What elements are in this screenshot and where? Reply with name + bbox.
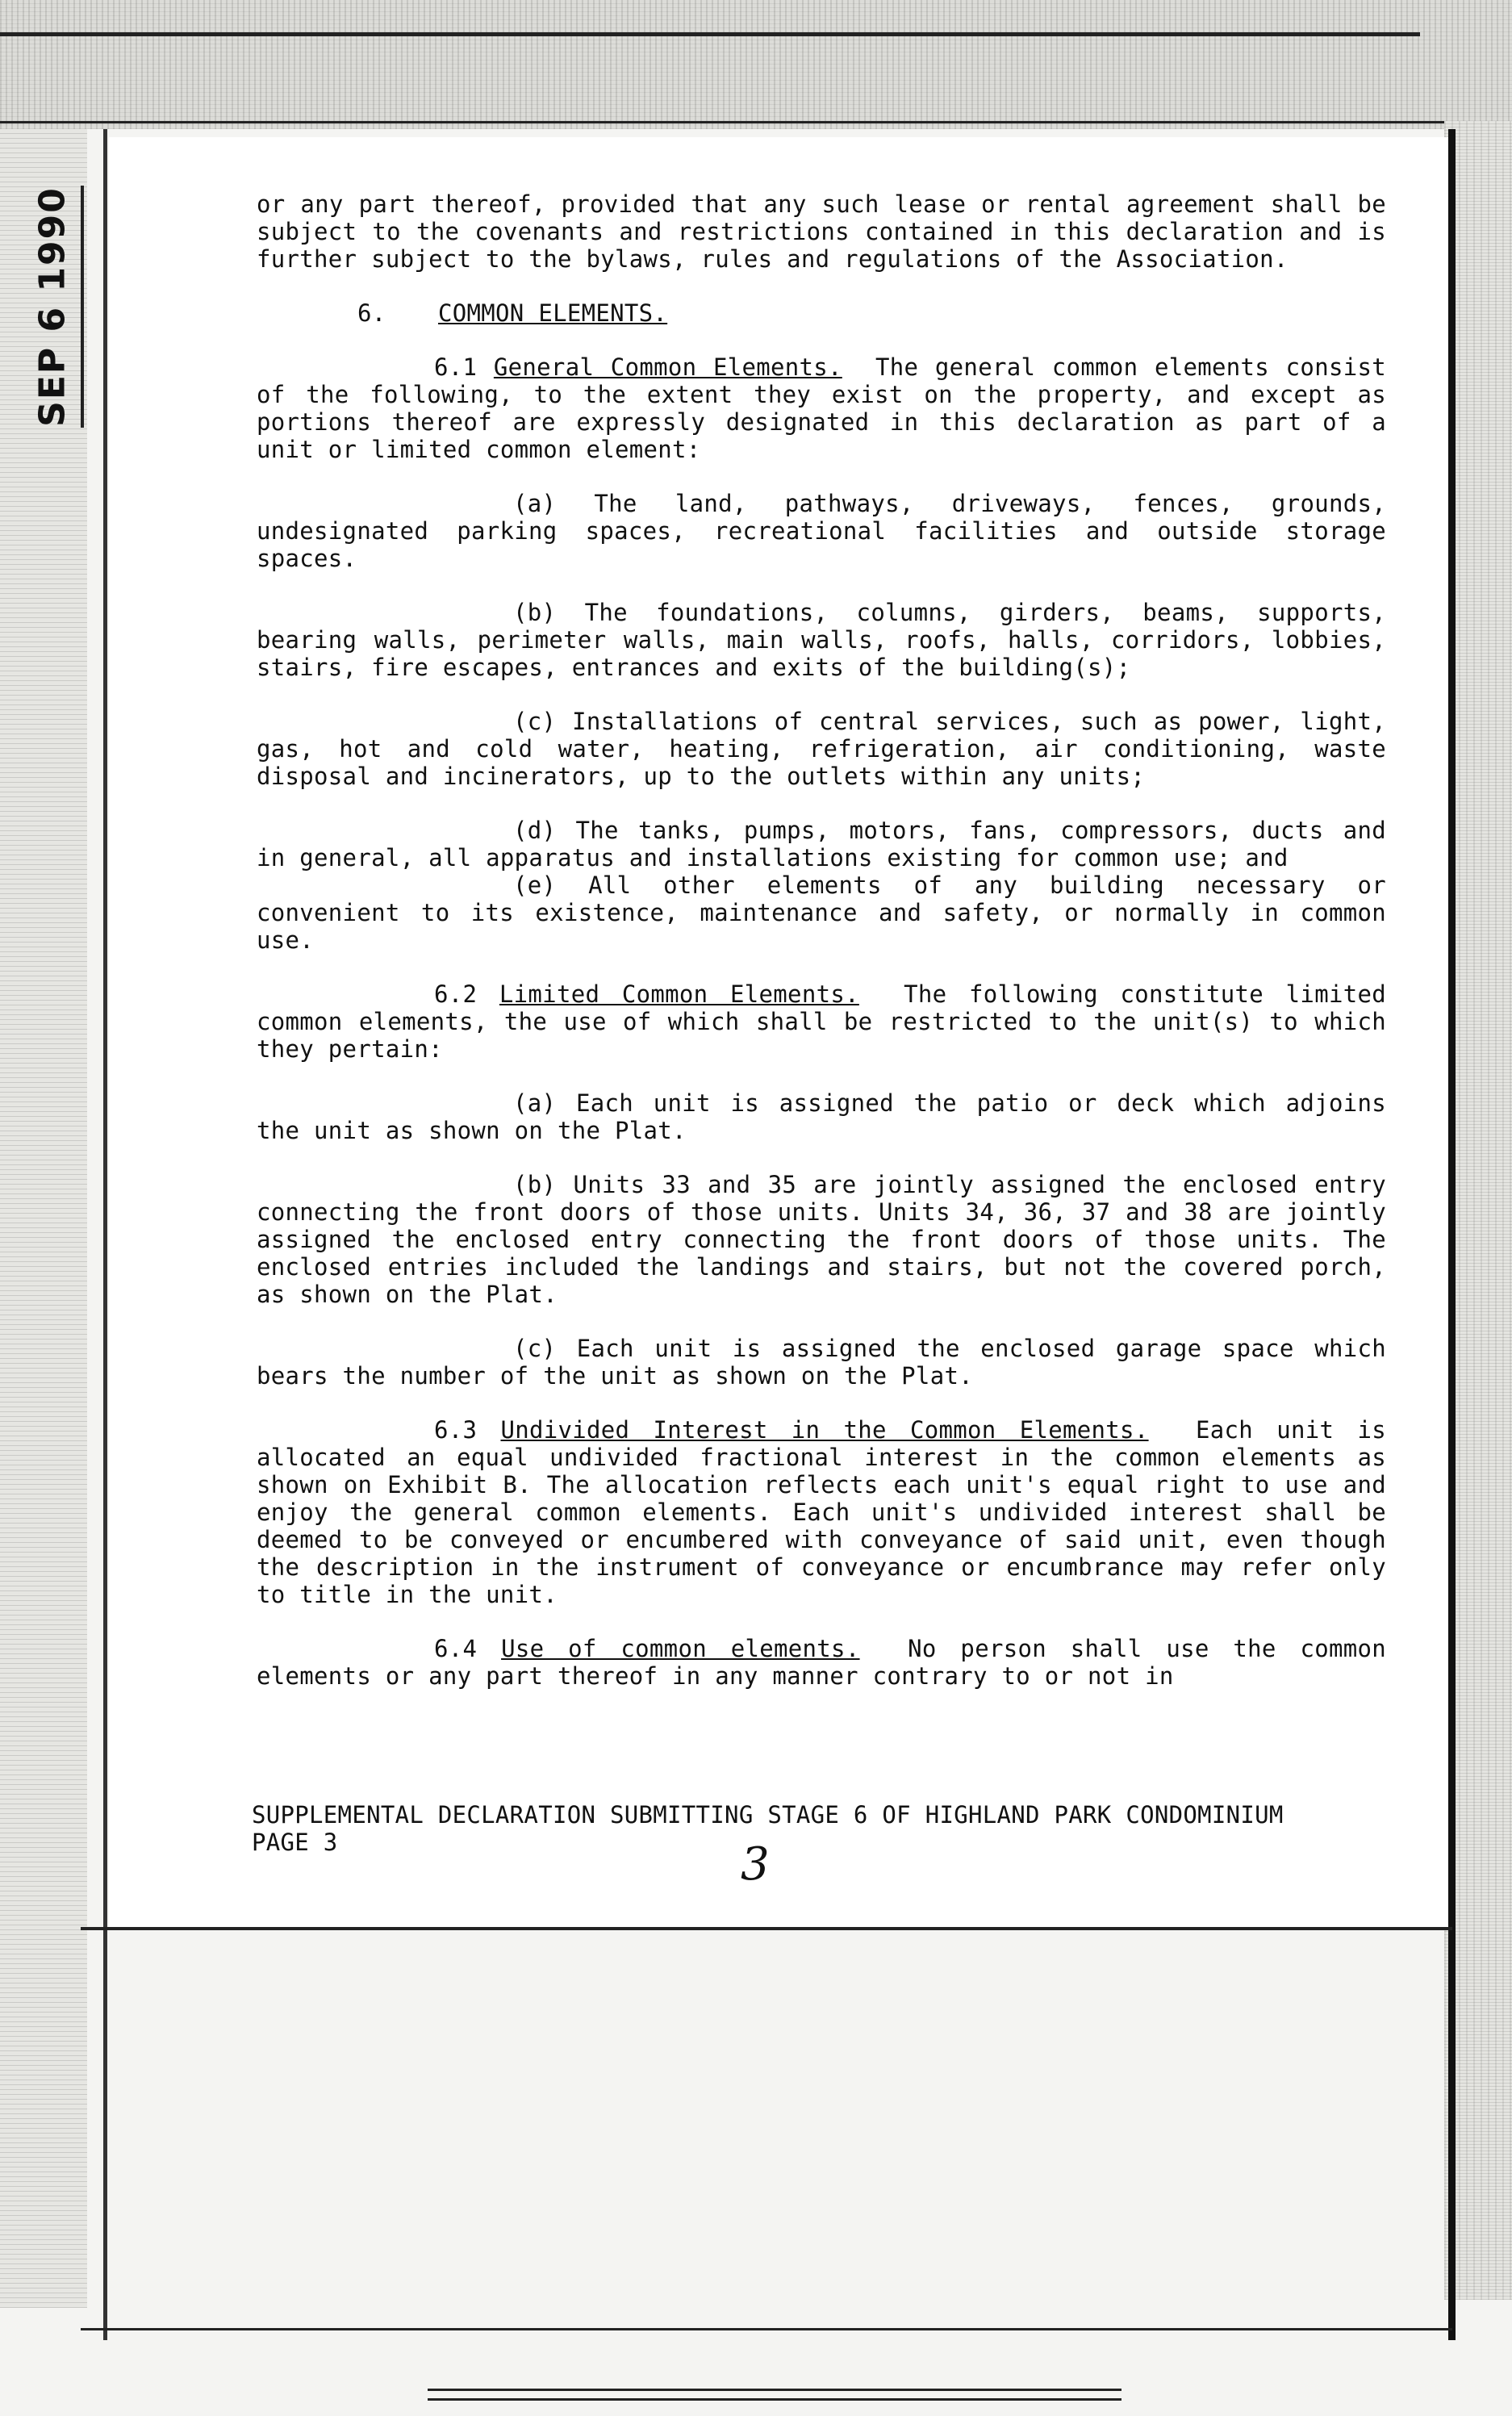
- s6-4-title: Use of common elements.: [501, 1635, 860, 1662]
- s6-1-number: 6.1: [434, 353, 478, 381]
- scan-noise-left: [0, 129, 87, 2308]
- s6-4-text: No person shall use the common elements or any part thereof in any manner contrary to or not in: [257, 1635, 1386, 1690]
- page-edge-left: [103, 129, 107, 2340]
- s6-3-text: Each unit is allocated an equal undivided fractional interest in the common elements as shown on Exhibit B. The allocation reflects each unit's equal right to use and enjoy the general common elements. Each unit's undivided interest shall be deemed to be conveyed or encumbered with conveyance of said unit, even though the description in the instrument of conveyance or encumbrance may refer only to title in the unit.: [257, 1416, 1386, 1608]
- page-edge-right: [1448, 129, 1456, 2340]
- section-6-4: [257, 1635, 1386, 1690]
- footer-page-number: PAGE 3: [252, 1829, 338, 1856]
- s6-2-item-c: (c) Each unit is assigned the enclosed garage space which bears the number of the unit as shown on the Plat.: [257, 1335, 1386, 1390]
- s6-4-number: 6.4: [434, 1635, 478, 1662]
- s6-1-text: The general common elements consist of the following, to the extent they exist on the property, and except as portions thereof are expressly designated in this declaration as part of a unit or limited common element:: [257, 353, 1386, 463]
- scan-rule-page-bottom: [81, 1927, 1452, 1930]
- recording-date-stamp: [24, 186, 84, 428]
- s6-2-item-b: (b) Units 33 and 35 are jointly assigned the enclosed entry connecting the front doors of those units. Units 34, 36, 37 and 38 are jointly assigned the enclosed entry connecting the front doors of those units. The enclosed entries included the landings and stairs, but not the covered porch, as shown on the Plat.: [257, 1171, 1386, 1308]
- s6-2-item-a: (a) Each unit is assigned the patio or deck which adjoins the unit as shown on the Plat.: [257, 1089, 1386, 1144]
- s6-1-title: General Common Elements.: [493, 353, 842, 381]
- section-heading: [257, 299, 1386, 327]
- footer-document-title: SUPPLEMENTAL DECLARATION SUBMITTING STAGE 6 OF HIGHLAND PARK CONDOMINIUM: [252, 1801, 1284, 1829]
- s6-2-title: Limited Common Elements.: [499, 980, 859, 1008]
- s6-1-item-e: (e) All other elements of any building necessary or convenient to its existence, maintenance and safety, or normally in common use.: [257, 872, 1386, 954]
- document-body: [257, 190, 1386, 1716]
- scan-noise-top: [0, 0, 1512, 129]
- s6-2-text: The following constitute limited common elements, the use of which shall be restricted to the unit(s) to which they pertain:: [257, 980, 1386, 1063]
- handwritten-page-number: 3: [741, 1838, 770, 1891]
- s6-3-number: 6.3: [434, 1416, 478, 1444]
- s6-3-title: Undivided Interest in the Common Elements.: [500, 1416, 1149, 1444]
- section-6-3: [257, 1416, 1386, 1608]
- scan-rule-top: [0, 32, 1420, 36]
- s6-1-item-c: (c) Installations of central services, such as power, light, gas, hot and cold water, heating, refrigeration, air conditioning, waste disposal and incinerators, up to the outlets within any units;: [257, 708, 1386, 790]
- s6-1-item-d: (d) The tanks, pumps, motors, fans, compressors, ducts and in general, all apparatus and installations existing for common use; and: [257, 817, 1386, 872]
- section-number: 6.: [357, 299, 386, 327]
- scan-rule-bottom-2: [428, 2389, 1121, 2391]
- scan-rule-bottom-1: [81, 2328, 1452, 2330]
- stamp-date: SEP 6 1990: [31, 186, 73, 427]
- page-footer: [252, 1801, 1381, 1856]
- s6-2-number: 6.2: [434, 980, 478, 1008]
- scan-rule-bottom-3: [428, 2398, 1121, 2401]
- section-title: COMMON ELEMENTS.: [438, 299, 668, 327]
- s6-1-item-b: (b) The foundations, columns, girders, beams, supports, bearing walls, perimeter walls, main walls, roofs, halls, corridors, lobbies, stairs, fire escapes, entrances and exits of the building(s);: [257, 599, 1386, 681]
- scan-rule-top-2: [0, 121, 1512, 123]
- section-6-2: [257, 980, 1386, 1063]
- s6-1-item-a: (a) The land, pathways, driveways, fences, grounds, undesignated parking spaces, recreational facilities and outside storage spaces.: [257, 490, 1386, 572]
- section-6-1: [257, 353, 1386, 463]
- intro-paragraph: or any part thereof, provided that any such lease or rental agreement shall be subject to the covenants and restrictions contained in this declaration and is further subject to the bylaws, rules and regulations of the Association.: [257, 190, 1386, 273]
